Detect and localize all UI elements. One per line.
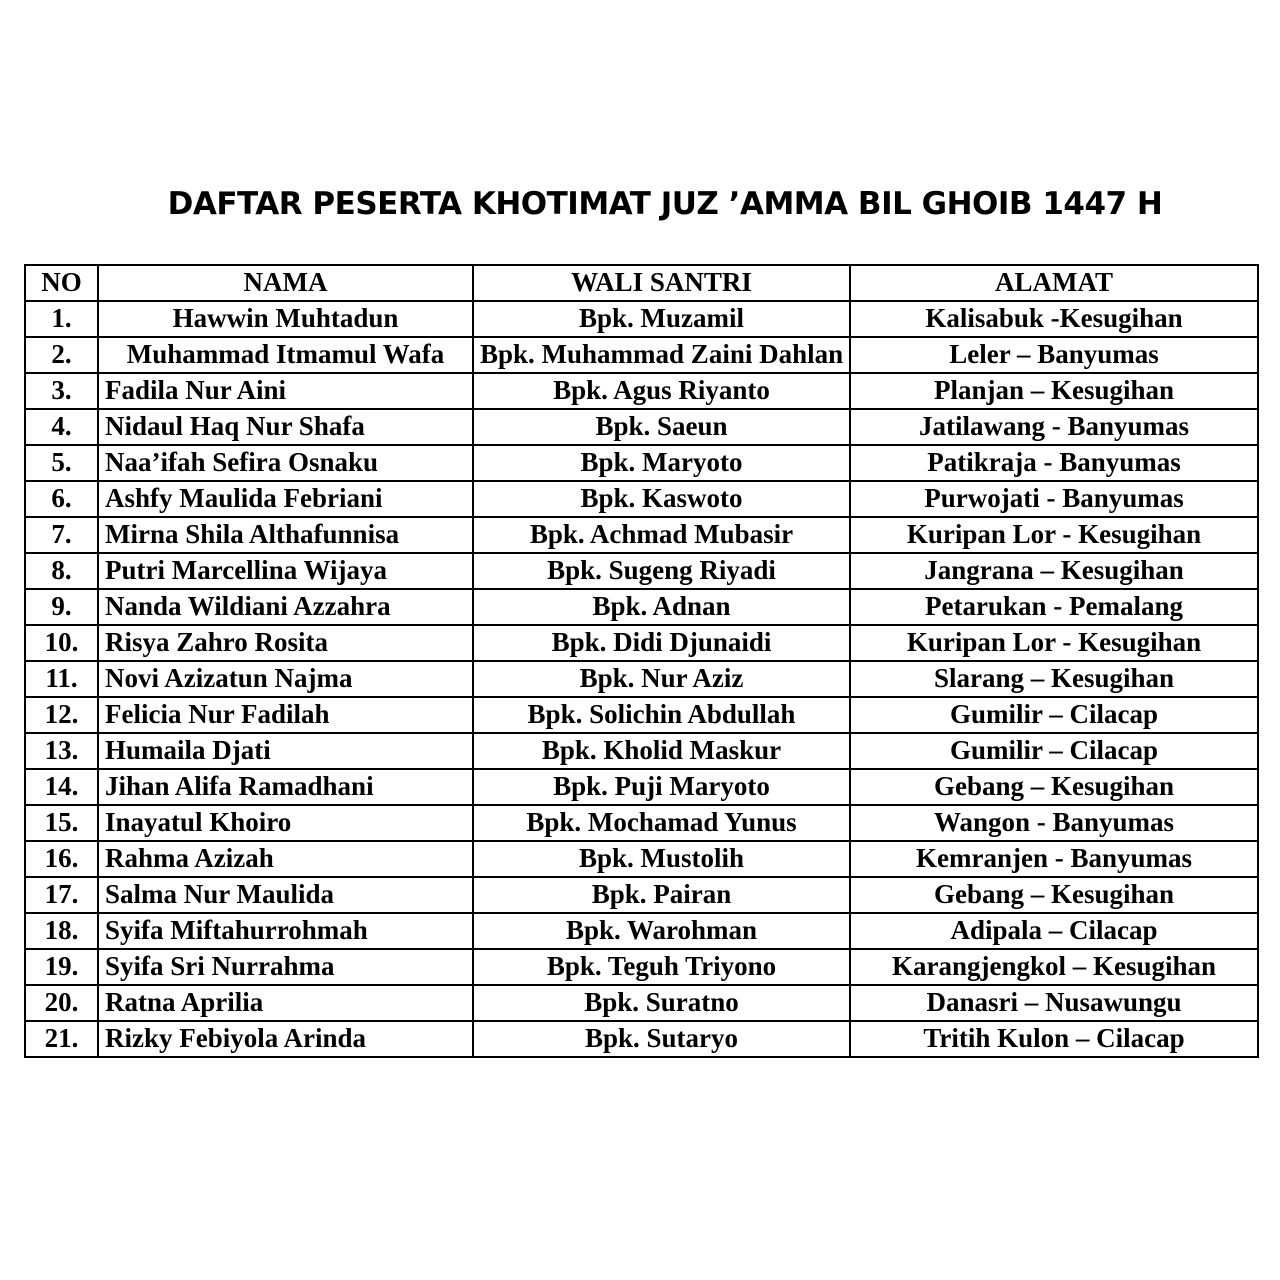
- row-address: Kemranjen - Banyumas: [850, 841, 1258, 877]
- row-guardian: Bpk. Puji Maryoto: [473, 769, 850, 805]
- row-name: Nidaul Haq Nur Shafa: [98, 409, 473, 445]
- row-guardian: Bpk. Kaswoto: [473, 481, 850, 517]
- row-address: Kalisabuk -Kesugihan: [850, 301, 1258, 337]
- row-guardian: Bpk. Maryoto: [473, 445, 850, 481]
- row-number: 5.: [25, 445, 98, 481]
- row-address: Purwojati - Banyumas: [850, 481, 1258, 517]
- table-row: [25, 733, 1258, 769]
- row-name: Rahma Azizah: [98, 841, 473, 877]
- row-name: Rizky Febiyola Arinda: [98, 1021, 473, 1057]
- table-row: [25, 805, 1258, 841]
- row-number: 9.: [25, 589, 98, 625]
- row-number: 1.: [25, 301, 98, 337]
- row-address: Tritih Kulon – Cilacap: [850, 1021, 1258, 1057]
- row-number: 6.: [25, 481, 98, 517]
- row-name: Hawwin Muhtadun: [98, 301, 473, 337]
- header-wali-santri: WALI SANTRI: [473, 265, 850, 301]
- row-address: Gumilir – Cilacap: [850, 733, 1258, 769]
- row-guardian: Bpk. Kholid Maskur: [473, 733, 850, 769]
- row-address: Planjan – Kesugihan: [850, 373, 1258, 409]
- row-guardian: Bpk. Sugeng Riyadi: [473, 553, 850, 589]
- participant-table: [24, 264, 1259, 1058]
- table-row: [25, 481, 1258, 517]
- table-row: [25, 697, 1258, 733]
- row-number: 8.: [25, 553, 98, 589]
- row-guardian: Bpk. Agus Riyanto: [473, 373, 850, 409]
- row-number: 18.: [25, 913, 98, 949]
- row-number: 17.: [25, 877, 98, 913]
- row-name: Risya Zahro Rosita: [98, 625, 473, 661]
- row-number: 19.: [25, 949, 98, 985]
- row-number: 11.: [25, 661, 98, 697]
- row-address: Gebang – Kesugihan: [850, 877, 1258, 913]
- row-number: 20.: [25, 985, 98, 1021]
- table-header-row: [25, 265, 1258, 301]
- row-address: Kuripan Lor - Kesugihan: [850, 625, 1258, 661]
- row-guardian: Bpk. Pairan: [473, 877, 850, 913]
- row-address: Slarang – Kesugihan: [850, 661, 1258, 697]
- table-row: [25, 409, 1258, 445]
- row-name: Nanda Wildiani Azzahra: [98, 589, 473, 625]
- document-title: DAFTAR PESERTA KHOTIMAT JUZ ’AMMA BIL GHOIB 1447 H: [167, 186, 1163, 222]
- table-row: [25, 517, 1258, 553]
- header-nama: NAMA: [98, 265, 473, 301]
- row-name: Ratna Aprilia: [98, 985, 473, 1021]
- row-address: Karangjengkol – Kesugihan: [850, 949, 1258, 985]
- row-number: 21.: [25, 1021, 98, 1057]
- row-guardian: Bpk. Adnan: [473, 589, 850, 625]
- row-guardian: Bpk. Muhammad Zaini Dahlan: [473, 337, 850, 373]
- row-name: Ashfy Maulida Febriani: [98, 481, 473, 517]
- row-name: Jihan Alifa Ramadhani: [98, 769, 473, 805]
- row-address: Kuripan Lor - Kesugihan: [850, 517, 1258, 553]
- table-row: [25, 445, 1258, 481]
- row-name: Inayatul Khoiro: [98, 805, 473, 841]
- row-name: Fadila Nur Aini: [98, 373, 473, 409]
- row-guardian: Bpk. Mustolih: [473, 841, 850, 877]
- row-guardian: Bpk. Solichin Abdullah: [473, 697, 850, 733]
- row-name: Salma Nur Maulida: [98, 877, 473, 913]
- table-row: [25, 769, 1258, 805]
- row-guardian: Bpk. Achmad Mubasir: [473, 517, 850, 553]
- row-name: Putri Marcellina Wijaya: [98, 553, 473, 589]
- row-address: Adipala – Cilacap: [850, 913, 1258, 949]
- table-row: [25, 301, 1258, 337]
- row-address: Leler – Banyumas: [850, 337, 1258, 373]
- row-name: Novi Azizatun Najma: [98, 661, 473, 697]
- row-number: 4.: [25, 409, 98, 445]
- row-number: 10.: [25, 625, 98, 661]
- row-guardian: Bpk. Nur Aziz: [473, 661, 850, 697]
- row-guardian: Bpk. Warohman: [473, 913, 850, 949]
- row-guardian: Bpk. Teguh Triyono: [473, 949, 850, 985]
- row-number: 3.: [25, 373, 98, 409]
- row-guardian: Bpk. Mochamad Yunus: [473, 805, 850, 841]
- row-name: Felicia Nur Fadilah: [98, 697, 473, 733]
- row-name: Naa’ifah Sefira Osnaku: [98, 445, 473, 481]
- row-number: 15.: [25, 805, 98, 841]
- table-row: [25, 841, 1258, 877]
- row-address: Jatilawang - Banyumas: [850, 409, 1258, 445]
- row-guardian: Bpk. Muzamil: [473, 301, 850, 337]
- row-name: Muhammad Itmamul Wafa: [98, 337, 473, 373]
- row-address: Petarukan - Pemalang: [850, 589, 1258, 625]
- table-row: [25, 589, 1258, 625]
- row-guardian: Bpk. Didi Djunaidi: [473, 625, 850, 661]
- row-number: 13.: [25, 733, 98, 769]
- table-row: [25, 337, 1258, 373]
- row-address: Patikraja - Banyumas: [850, 445, 1258, 481]
- row-name: Syifa Miftahurrohmah: [98, 913, 473, 949]
- table-row: [25, 373, 1258, 409]
- table-row: [25, 1021, 1258, 1057]
- header-alamat: ALAMAT: [850, 265, 1258, 301]
- row-number: 16.: [25, 841, 98, 877]
- row-address: Wangon - Banyumas: [850, 805, 1258, 841]
- row-number: 7.: [25, 517, 98, 553]
- row-guardian: Bpk. Saeun: [473, 409, 850, 445]
- table-row: [25, 877, 1258, 913]
- row-guardian: Bpk. Suratno: [473, 985, 850, 1021]
- row-address: Jangrana – Kesugihan: [850, 553, 1258, 589]
- row-address: Gebang – Kesugihan: [850, 769, 1258, 805]
- table-row: [25, 661, 1258, 697]
- row-guardian: Bpk. Sutaryo: [473, 1021, 850, 1057]
- table-row: [25, 553, 1258, 589]
- row-number: 2.: [25, 337, 98, 373]
- row-name: Mirna Shila Althafunnisa: [98, 517, 473, 553]
- table-row: [25, 949, 1258, 985]
- row-address: Danasri – Nusawungu: [850, 985, 1258, 1021]
- table-row: [25, 913, 1258, 949]
- row-name: Humaila Djati: [98, 733, 473, 769]
- row-name: Syifa Sri Nurrahma: [98, 949, 473, 985]
- header-no: NO: [25, 265, 98, 301]
- row-number: 12.: [25, 697, 98, 733]
- row-number: 14.: [25, 769, 98, 805]
- row-address: Gumilir – Cilacap: [850, 697, 1258, 733]
- table-row: [25, 625, 1258, 661]
- table-row: [25, 985, 1258, 1021]
